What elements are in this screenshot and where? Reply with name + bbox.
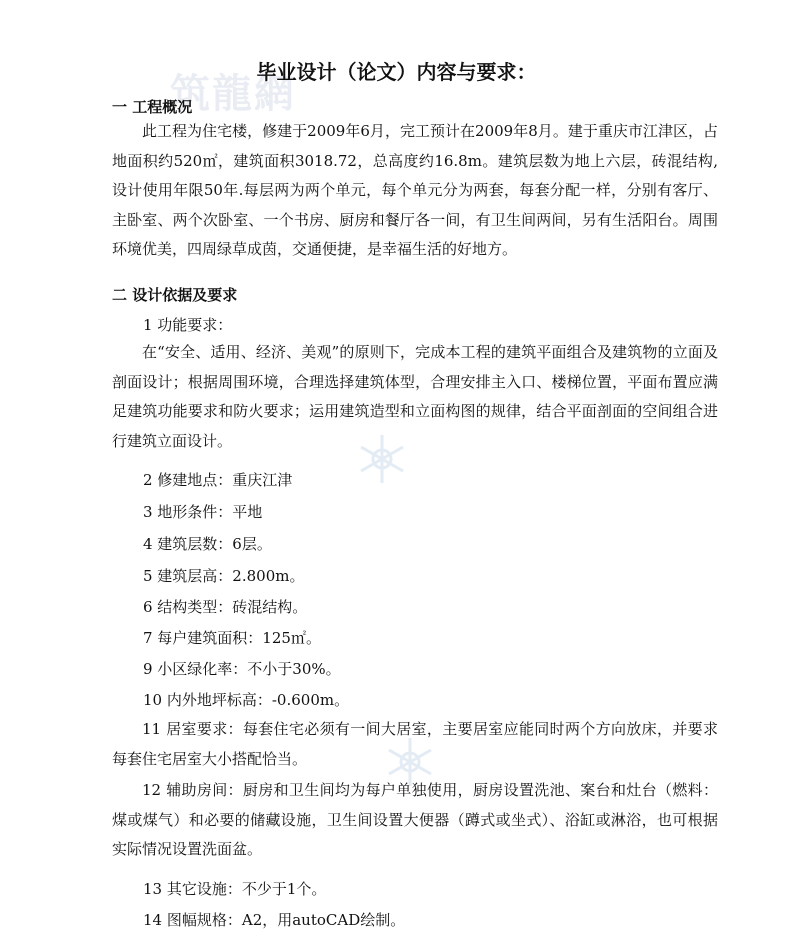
requirement-item-12: 12 辅助房间：厨房和卫生间均为每户单独使用，厨房设置洗池、案台和灶台（燃料：煤或煤气）和必要的储藏设施，卫生间设置大便器（蹲式或坐式）、浴缸或淋浴，也可根据实际情况设置洗面盆。 xyxy=(112,781,718,858)
overview-paragraph: 此工程为住宅楼，修建于2009年6月，完工预计在2009年8月。建于重庆市江津区，占地面积约520㎡，建筑面积3018.72，总高度约16.8m。建筑层数为地上六层，砖混结构,设计使用年限50年.每层两为两个单元，每个单元分为两套，每套分配一样，分别有客厅、主卧室、两个次卧室、一个书房、厨房和餐厅各一间，有卫生间两间，另有生活阳台。周围环境优美，四周绿草成茵，交通便捷，是幸福生活的好地方。 xyxy=(112,122,718,258)
requirement-item-11: 11 居室要求：每套住宅必须有一间大居室，主要居室应能同时两个方向放床，并要求每套住宅居室大小搭配恰当。 xyxy=(112,720,718,768)
requirement-item-14: 14 图幅规格：A2，用autoCAD绘制。 xyxy=(143,911,406,929)
requirement-item-4: 4 建筑层数：6层。 xyxy=(143,535,272,553)
requirement-item-5: 5 建筑层高：2.800m。 xyxy=(143,567,305,585)
requirement-item-3: 3 地形条件：平地 xyxy=(143,503,263,521)
page-title: 毕业设计（论文）内容与要求： xyxy=(256,60,537,84)
requirement-item-10: 10 内外地坪标高：-0.600m。 xyxy=(143,691,350,709)
section-heading-requirements: 二 设计依据及要求 xyxy=(112,286,238,304)
watermark-logo-text: 筑龍網 xyxy=(170,70,296,117)
requirement-item-1-label: 1 功能要求： xyxy=(143,316,233,334)
requirement-item-2: 2 修建地点：重庆江津 xyxy=(143,471,293,489)
section-heading-overview: 一 工程概况 xyxy=(112,98,193,116)
requirement-item-7: 7 每户建筑面积：125㎡。 xyxy=(143,629,321,647)
requirement-item-6: 6 结构类型：砖混结构。 xyxy=(143,598,308,616)
requirement-item-1-body: 在“安全、适用、经济、美观”的原则下，完成本工程的建筑平面组合及建筑物的立面及剖面设计；根据周围环境，合理选择建筑体型，合理安排主入口、楼梯位置，平面布置应满足建筑功能要求和防火要求；运用建筑造型和立面构图的规律，结合平面剖面的空间组合进行建筑立面设计。 xyxy=(112,343,718,450)
requirement-item-9: 9 小区绿化率：不小于30%。 xyxy=(143,660,341,678)
requirement-item-13: 13 其它设施：不少于1个。 xyxy=(143,880,327,898)
